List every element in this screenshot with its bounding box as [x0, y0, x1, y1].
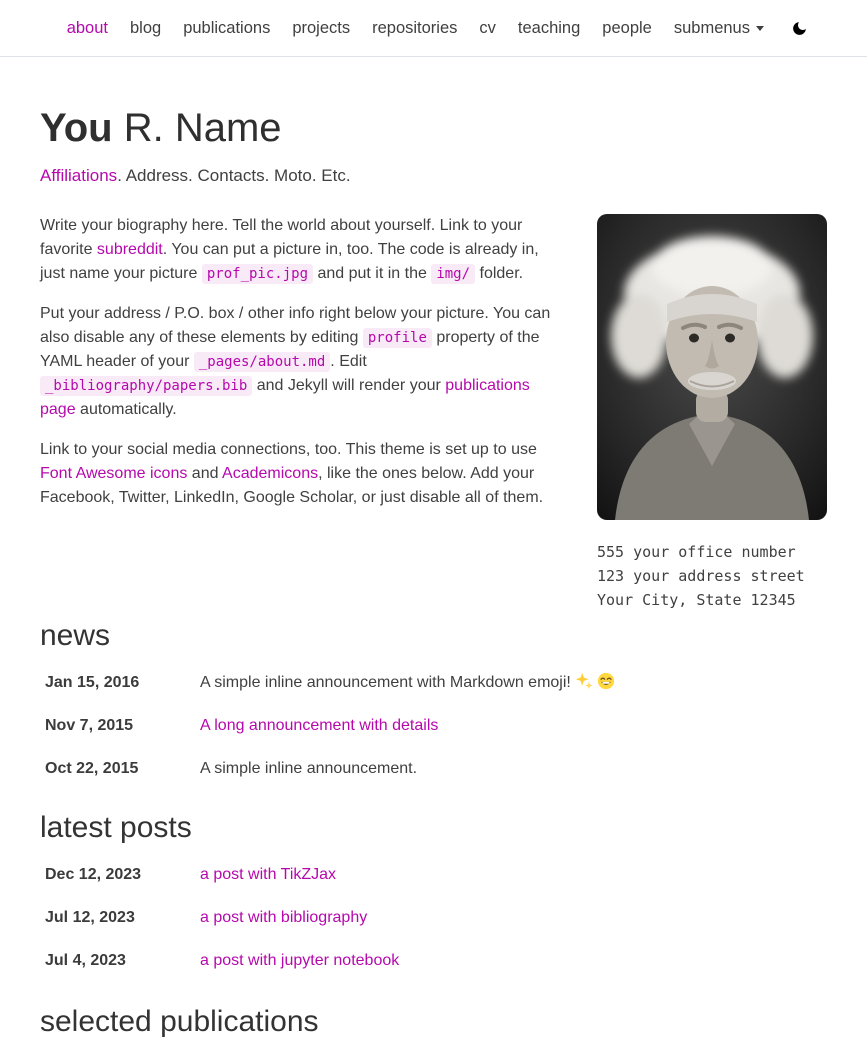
address-line: Your City, State 12345 [597, 591, 796, 609]
announcement-link[interactable]: A long announcement with details [200, 717, 439, 734]
nav-item-repositories[interactable]: repositories [372, 18, 458, 37]
subreddit-link[interactable]: subreddit [96, 241, 163, 258]
academicons-link[interactable]: Academicons [222, 465, 319, 482]
profile-column [597, 214, 827, 612]
news-text: A simple inline announcement with Markdown emoji! [200, 671, 615, 695]
post-title [200, 906, 367, 930]
affiliations-link[interactable]: Affiliations [40, 166, 118, 185]
nav-item-submenus[interactable] [663, 11, 775, 46]
news-row [40, 747, 827, 790]
moon-icon [791, 20, 808, 37]
code-img-folder: img/ [431, 264, 475, 284]
post-link[interactable]: a post with bibliography [200, 909, 368, 926]
post-date: Jul 12, 2023 [45, 909, 135, 926]
address-line: 555 your office number [597, 543, 796, 561]
nav-item-about[interactable]: about [66, 18, 108, 37]
nav-item-projects[interactable]: projects [292, 18, 351, 37]
news-row [40, 704, 827, 747]
post-date: Dec 12, 2023 [45, 866, 142, 883]
post-link[interactable]: a post with jupyter notebook [200, 952, 400, 969]
post-row [40, 939, 827, 982]
biography-text [40, 214, 567, 612]
bio-section [40, 214, 827, 612]
publications-page-link[interactable]: publications page [40, 377, 530, 418]
news-date: Jan 15, 2016 [45, 674, 140, 691]
latest-posts-heading: latest posts [40, 811, 192, 844]
nav-item-cv[interactable]: cv [479, 18, 496, 37]
nav-item-blog[interactable]: blog [129, 18, 162, 37]
font-awesome-link[interactable]: Font Awesome icons [40, 465, 188, 482]
nav-item-people[interactable]: people [602, 18, 652, 37]
dark-mode-toggle[interactable] [787, 16, 812, 41]
code-profile: profile [363, 328, 432, 348]
chevron-down-icon [756, 26, 764, 31]
page-title-first-name: You [40, 106, 113, 150]
tagline-rest: . Address. Contacts. Moto. Etc. [117, 166, 351, 185]
nav-item-teaching[interactable]: teaching [517, 18, 581, 37]
news-row [40, 661, 827, 704]
contact-address [597, 540, 827, 612]
sparkles-emoji [575, 672, 593, 690]
bio-paragraph-2: Put your address / P.O. box / other info right below your picture. You can also disable any of these elements by editing profile property of the YAML header of your _pages/about.md . Edit _bibliography/papers.bib and Jekyll will render your publications page automatically. [40, 305, 551, 418]
about-page [0, 104, 867, 1039]
post-row [40, 853, 827, 896]
bio-paragraph-3: Link to your social media connections, too. This theme is set up to use Font Awesome icons and Academicons, like the ones below. Add your Facebook, Twitter, LinkedIn, Google Scholar, or just disable all of them. [40, 441, 544, 506]
post-title [200, 949, 399, 973]
news-section [40, 618, 827, 790]
post-title [200, 863, 336, 887]
profile-photo [597, 214, 827, 520]
nav-list [56, 11, 812, 46]
latest-posts-section [40, 810, 827, 982]
tagline [40, 166, 827, 186]
page-title-last-name: R. Name [123, 106, 282, 150]
nav-item-submenus-label: submenus [673, 18, 750, 37]
bio-paragraph-1: Write your biography here. Tell the world about yourself. Link to your favorite subreddit. You can put a picture in, too. The code is already in, just name your picture prof_pic.jpg and put it in the img/ folder. [40, 217, 539, 282]
post-link[interactable]: a post with TikZJax [200, 866, 337, 883]
selected-publications-heading: selected publications [40, 1005, 319, 1038]
post-row [40, 896, 827, 939]
news-heading: news [40, 619, 111, 652]
news-date: Nov 7, 2015 [45, 717, 134, 734]
page-title [40, 104, 827, 152]
code-bibliography: _bibliography/papers.bib [40, 376, 252, 396]
selected-publications-section [40, 1004, 827, 1039]
news-date: Oct 22, 2015 [45, 760, 139, 777]
nav-item-publications[interactable]: publications [183, 18, 271, 37]
post-date: Jul 4, 2023 [45, 952, 126, 969]
address-line: 123 your address street [597, 567, 805, 585]
news-text [200, 714, 438, 738]
top-navbar [0, 0, 867, 57]
code-prof-pic: prof_pic.jpg [202, 264, 313, 284]
code-pages-about: _pages/about.md [194, 352, 330, 372]
news-text: A simple inline announcement. [200, 760, 418, 777]
grinning-face-emoji [597, 672, 615, 690]
